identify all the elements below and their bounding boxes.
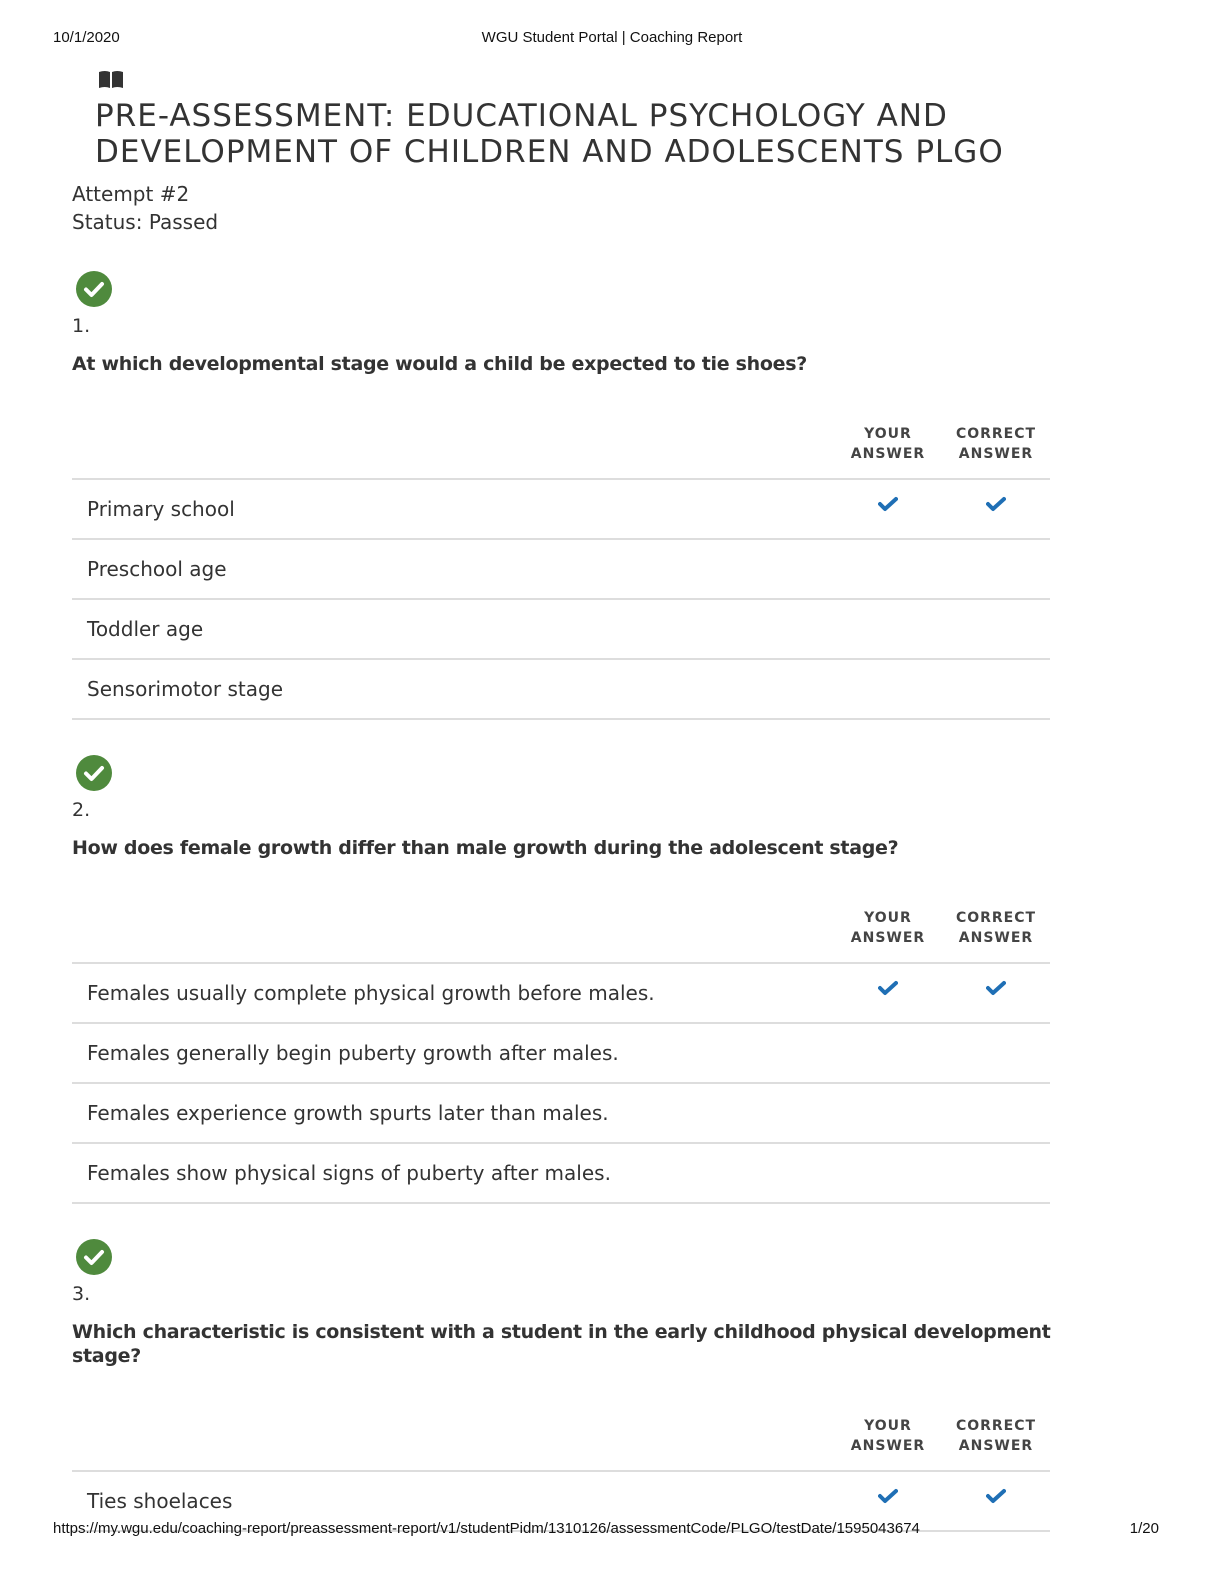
question-text: Which characteristic is consistent with a student in the early childhood physical development stage? [72,1321,1051,1367]
your-answer-cell [834,1083,942,1143]
question-number: 3. [72,1283,91,1305]
option-column-header [72,418,834,479]
answer-option-label: Toddler age [72,599,834,659]
answer-row [72,963,1050,1023]
check-mark-icon [878,1485,898,1501]
page-title-line-2: DEVELOPMENT OF CHILDREN AND ADOLESCENTS PLGO [95,134,1004,170]
correct-answer-cell [942,539,1050,599]
page-number: 1/20 [1129,1520,1159,1537]
answer-table-header [72,418,1050,479]
your-answer-cell [834,479,942,539]
answer-option-label: Sensorimotor stage [72,659,834,719]
answer-row [72,539,1050,599]
check-circle-icon [75,1238,113,1276]
check-mark-icon [878,493,898,509]
question-1 [72,270,1052,720]
print-url: https://my.wgu.edu/coaching-report/preassessment-report/v1/studentPidm/1310126/assessmentCode/PLGO/testDate/1595043674 [53,1520,920,1537]
question-text: How does female growth differ than male growth during the adolescent stage? [72,837,899,859]
correct-answer-cell [942,963,1050,1023]
correct-answer-header: CORRECT ANSWER [942,902,1050,963]
answer-option-label: Females usually complete physical growth before males. [72,963,834,1023]
correct-answer-cell [942,1083,1050,1143]
answer-option-label: Preschool age [72,539,834,599]
answer-option-label: Primary school [72,479,834,539]
answer-option-label: Females show physical signs of puberty after males. [72,1143,834,1203]
answer-table-header [72,1410,1050,1471]
report-content [72,70,1052,1532]
check-mark-icon [878,977,898,993]
answer-row [72,599,1050,659]
question-2 [72,754,1052,1204]
answer-table [72,1410,1050,1532]
your-answer-cell [834,1023,942,1083]
answer-table [72,418,1050,720]
your-answer-cell [834,963,942,1023]
your-answer-cell [834,1143,942,1203]
answer-option-label: Females experience growth spurts later than males. [72,1083,834,1143]
question-list [72,270,1052,1532]
answer-row [72,479,1050,539]
attempt-number: Attempt #2 [72,182,190,206]
book-icon [98,70,124,90]
correct-answer-cell [942,1143,1050,1203]
option-column-header [72,902,834,963]
your-answer-cell [834,539,942,599]
page-title-line-1: PRE-ASSESSMENT: EDUCATIONAL PSYCHOLOGY AND [95,98,948,134]
answer-option-label: Ties shoelaces [72,1471,834,1531]
answer-row [72,1023,1050,1083]
check-circle-icon [75,270,113,308]
your-answer-cell [834,659,942,719]
page-title [95,98,1052,170]
question-text: At which developmental stage would a child be expected to tie shoes? [72,353,807,375]
question-3 [72,1238,1052,1532]
answer-row [72,659,1050,719]
answer-table-header [72,902,1050,963]
answer-table [72,902,1050,1204]
correct-answer-cell [942,1023,1050,1083]
print-footer [0,1520,1224,1540]
answer-row [72,1083,1050,1143]
correct-answer-cell [942,599,1050,659]
correct-answer-header: CORRECT ANSWER [942,1410,1050,1471]
check-mark-icon [986,977,1006,993]
your-answer-header: YOUR ANSWER [834,418,942,479]
option-column-header [72,1410,834,1471]
correct-answer-cell [942,479,1050,539]
answer-row [72,1143,1050,1203]
check-mark-icon [986,1485,1006,1501]
status-text: Status: Passed [72,210,219,234]
your-answer-header: YOUR ANSWER [834,1410,942,1471]
print-title: WGU Student Portal | Coaching Report [481,29,743,46]
check-circle-icon [75,754,113,792]
check-mark-icon [986,493,1006,509]
your-answer-cell [834,599,942,659]
question-number: 2. [72,799,91,821]
correct-answer-cell [942,659,1050,719]
answer-option-label: Females generally begin puberty growth after males. [72,1023,834,1083]
print-date: 10/1/2020 [53,29,120,46]
your-answer-header: YOUR ANSWER [834,902,942,963]
print-header [0,29,1224,49]
correct-answer-header: CORRECT ANSWER [942,418,1050,479]
question-number: 1. [72,315,91,337]
